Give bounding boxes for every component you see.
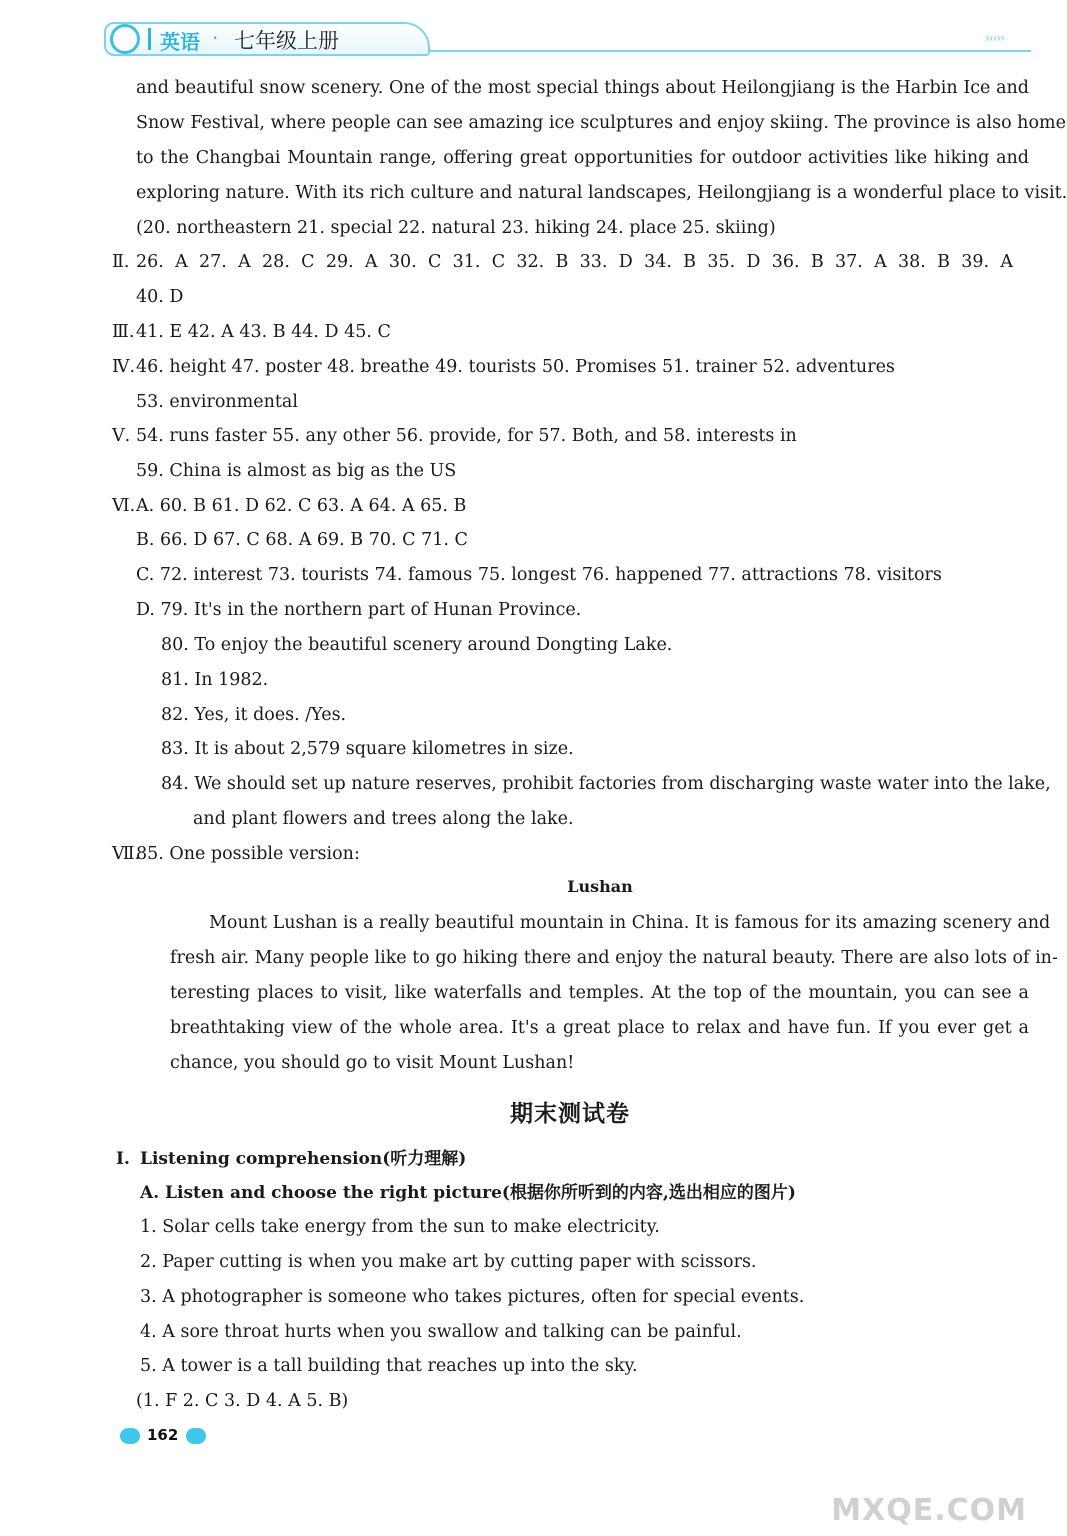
section-label: Ⅳ. [112, 357, 136, 377]
header-divider [148, 28, 151, 50]
answer-line: 40. D [136, 287, 184, 307]
answer-line: D. 79. It's in the northern part of Hunan Province. [136, 600, 582, 620]
header-separator: · [212, 26, 219, 50]
essay-line: breathtaking view of the whole area. It's a great place to relax and have fun. If you ever get a [170, 1018, 1029, 1038]
essay-title: Lushan [567, 877, 633, 896]
grade-label: 七年级上册 [234, 29, 339, 53]
answer-line: 46. height 47. poster 48. breathe 49. tourists 50. Promises 51. trainer 52. adventures [136, 357, 895, 377]
listening-item: 2. Paper cutting is when you make art by cutting paper with scissors. [140, 1252, 757, 1272]
answer-line: 84. We should set up nature reserves, prohibit factories from discharging waste water into the lake, [161, 774, 1051, 794]
answer-line: 83. It is about 2,579 square kilometres in size. [161, 739, 574, 759]
answer-line: 41. E 42. A 43. B 44. D 45. C [136, 322, 391, 342]
passage-line: to the Changbai Mountain range, offering great opportunities for outdoor activities like hiking and [136, 148, 1029, 168]
answers-20-25: (20. northeastern 21. special 22. natural 23. hiking 24. place 25. skiing) [136, 218, 776, 238]
listening-item: 5. A tower is a tall building that reaches up into the sky. [140, 1356, 638, 1376]
part-title: Listening comprehension(听力理解) [140, 1149, 467, 1169]
section-label: Ⅵ. [112, 496, 136, 516]
page-header [0, 0, 1067, 62]
answer-line: 53. environmental [136, 392, 298, 412]
watermark: MXQE.COM [831, 1493, 1027, 1528]
pill-decoration-icon [120, 1428, 140, 1444]
essay-line: teresting places to visit, like waterfalls and temples. At the top of the mountain, you can see a [170, 983, 1029, 1003]
page-number: 162 [147, 1426, 179, 1444]
passage-line: exploring nature. With its rich culture and natural landscapes, Heilongjiang is a wonderful place to visit. [136, 183, 1067, 203]
subpart-title: A. Listen and choose the right picture(根据你所听到的内容,选出相应的图片) [140, 1183, 796, 1203]
answer-line: C. 72. interest 73. tourists 74. famous 75. longest 76. happened 77. attractions 78. visitors [136, 565, 942, 585]
essay-line: chance, you should go to visit Mount Lushan! [170, 1053, 575, 1073]
subject-label: 英语 [160, 30, 200, 54]
answer-line: 82. Yes, it does. /Yes. [161, 705, 347, 725]
listening-item: 1. Solar cells take energy from the sun to make electricity. [140, 1217, 660, 1237]
chevron-right-icon: ››››› [985, 31, 1004, 45]
answer-line: 26. A 27. A 28. C 29. A 30. C 31. C 32. B 33. D 34. B 35. D 36. B 37. A 38. B 39. A [136, 252, 1013, 272]
passage-line: Snow Festival, where people can see amazing ice sculptures and enjoy skiing. The province is also home [136, 113, 1066, 133]
listening-item: 4. A sore throat hurts when you swallow and talking can be painful. [140, 1322, 742, 1342]
passage-line: and beautiful snow scenery. One of the most special things about Heilongjiang is the Harbin Ice and [136, 78, 1029, 98]
section-label: Ⅴ. [112, 426, 131, 446]
listening-item: 3. A photographer is someone who takes pictures, often for special events. [140, 1287, 805, 1307]
answer-line: 85. One possible version: [136, 844, 360, 864]
pill-decoration-icon [186, 1428, 206, 1444]
circle-logo-icon [110, 24, 140, 54]
answer-line: A. 60. B 61. D 62. C 63. A 64. A 65. B [136, 496, 467, 516]
answer-line: and plant flowers and trees along the lake. [193, 809, 574, 829]
section-label: Ⅲ. [112, 322, 135, 342]
answer-line: 81. In 1982. [161, 670, 269, 690]
answer-line: B. 66. D 67. C 68. A 69. B 70. C 71. C [136, 530, 468, 550]
section-label: Ⅱ. [112, 252, 130, 272]
answer-line: 80. To enjoy the beautiful scenery around Dongting Lake. [161, 635, 673, 655]
final-exam-title: 期末测试卷 [510, 1101, 630, 1127]
essay-line: Mount Lushan is a really beautiful mountain in China. It is famous for its amazing scenery and [209, 913, 1051, 933]
listening-answers: (1. F 2. C 3. D 4. A 5. B) [136, 1391, 349, 1411]
header-rule [428, 50, 1031, 52]
essay-line: fresh air. Many people like to go hiking there and enjoy the natural beauty. There are also lots of in- [170, 948, 1058, 968]
part-label: Ⅰ. [116, 1149, 130, 1169]
answer-line: 54. runs faster 55. any other 56. provide, for 57. Both, and 58. interests in [136, 426, 797, 446]
answer-line: 59. China is almost as big as the US [136, 461, 457, 481]
section-label: Ⅶ. [112, 844, 141, 864]
